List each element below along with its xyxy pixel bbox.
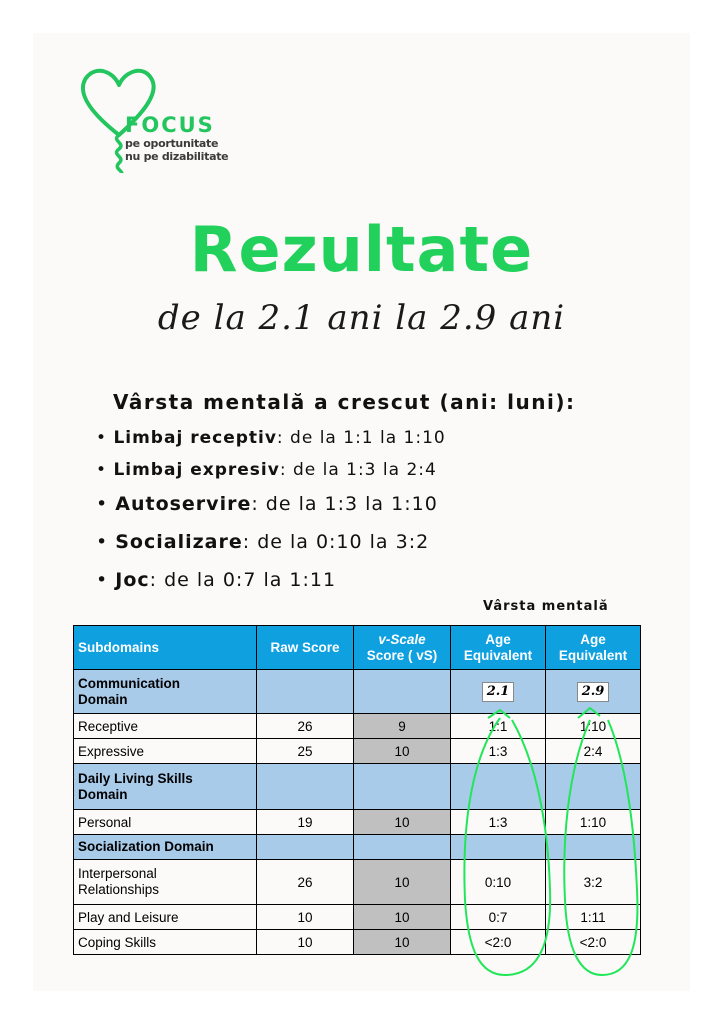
cell-vs: 10 [354,739,451,764]
logo-tagline-2: nu pe dizabilitate [125,150,229,163]
header-vscale-2: Score ( vS) [366,647,438,663]
list-item: • Limbaj receptiv: de la 1:1 la 1:10 [96,428,446,448]
list-item-text: : de la 0:7 la 1:11 [149,569,337,591]
list-item: • Socializare: de la 0:10 la 3:2 [96,531,430,553]
cell-raw: 26 [257,860,354,905]
page-title: Rezultate [189,213,534,286]
logo-text [125,113,228,163]
mental-age-label: Vârsta mentală [483,599,609,614]
list-item-label: Limbaj expresiv [113,460,280,480]
empty-cell [257,835,354,860]
table-row-domain [74,670,641,714]
cell-vs: 10 [354,860,451,905]
cell-age2: 1:11 [546,905,641,930]
cell-age1: 1:1 [451,714,546,739]
header-age-equivalent-2 [546,626,641,670]
table-row [74,810,641,835]
list-item-label: Limbaj receptiv [113,428,277,448]
header-vscale-1: v-Scale [378,631,426,647]
table-row [74,714,641,739]
cell-name-2: Relationships [78,882,160,897]
empty-cell [546,835,641,860]
age2-annotation: 2.9 [577,682,610,702]
results-list [96,428,446,607]
domain-comm-2: Domain [78,691,128,707]
header-age1-1: Age [485,631,511,647]
age2-annotation-cell [546,670,641,714]
domain-dls-1: Daily Living Skills [78,770,193,786]
list-item-label: Socializare [115,531,243,553]
cell-name: Expressive [74,739,257,764]
table-row [74,739,641,764]
cell-name: Play and Leisure [74,905,257,930]
cell-name-1: Interpersonal [78,866,157,881]
domain-comm-1: Communication [78,675,181,691]
cell-age1: 1:3 [451,810,546,835]
domain-communication [74,670,257,714]
cell-name: Receptive [74,714,257,739]
empty-cell [257,764,354,810]
list-item: • Limbaj expresiv: de la 1:3 la 2:4 [96,460,437,480]
cell-vs: 10 [354,930,451,955]
logo-title: FOCUS [125,113,215,137]
table-row [74,930,641,955]
table-row [74,860,641,905]
empty-cell [354,670,451,714]
cell-name: Personal [74,810,257,835]
header-subdomains: Subdomains [74,626,257,670]
section-heading: Vârsta mentală a crescut (ani: luni): [113,390,576,414]
cell-name: Coping Skills [74,930,257,955]
list-item-text: : de la 1:3 la 1:10 [251,493,438,515]
page [33,33,690,991]
table-row [74,905,641,930]
cell-raw: 25 [257,739,354,764]
age1-annotation-cell [451,670,546,714]
empty-cell [451,835,546,860]
table-row-domain [74,835,641,860]
cell-raw: 10 [257,905,354,930]
cell-age2: <2:0 [546,930,641,955]
domain-dls-2: Domain [78,786,128,802]
cell-name [74,860,257,905]
age1-annotation: 2.1 [482,682,515,702]
header-vscale [354,626,451,670]
list-item-label: Joc [115,569,150,591]
list-item: • Autoservire: de la 1:3 la 1:10 [96,493,438,515]
cell-vs: 9 [354,714,451,739]
results-table [73,625,641,955]
cell-age2: 1:10 [546,714,641,739]
cell-age1: 0:7 [451,905,546,930]
cell-vs: 10 [354,810,451,835]
list-item-label: Autoservire [115,493,252,515]
cell-age2: 1:10 [546,810,641,835]
list-item-text: : de la 1:1 la 1:10 [276,428,446,448]
cell-raw: 19 [257,810,354,835]
header-age-equivalent-1 [451,626,546,670]
header-age2-2: Equivalent [558,647,628,663]
cell-raw: 26 [257,714,354,739]
list-item-text: : de la 0:10 la 3:2 [242,531,430,553]
empty-cell [354,835,451,860]
cell-age1: 0:10 [451,860,546,905]
empty-cell [257,670,354,714]
header-age1-2: Equivalent [463,647,533,663]
domain-socialization: Socialization Domain [74,835,257,860]
cell-vs: 10 [354,905,451,930]
empty-cell [546,764,641,810]
table-header-row [74,626,641,670]
header-age2-1: Age [580,631,606,647]
empty-cell [451,764,546,810]
cell-age1: 1:3 [451,739,546,764]
cell-age2: 2:4 [546,739,641,764]
page-subtitle: de la 2.1 ani la 2.9 ani [157,298,566,338]
logo-tagline-1: pe oportunitate [125,137,219,150]
cell-age2: 3:2 [546,860,641,905]
domain-daily-living [74,764,257,810]
cell-raw: 10 [257,930,354,955]
header-raw-score: Raw Score [257,626,354,670]
list-item-text: : de la 1:3 la 2:4 [279,460,437,480]
cell-age1: <2:0 [451,930,546,955]
empty-cell [354,764,451,810]
list-item: • Joc: de la 0:7 la 1:11 [96,569,337,591]
table-row-domain [74,764,641,810]
